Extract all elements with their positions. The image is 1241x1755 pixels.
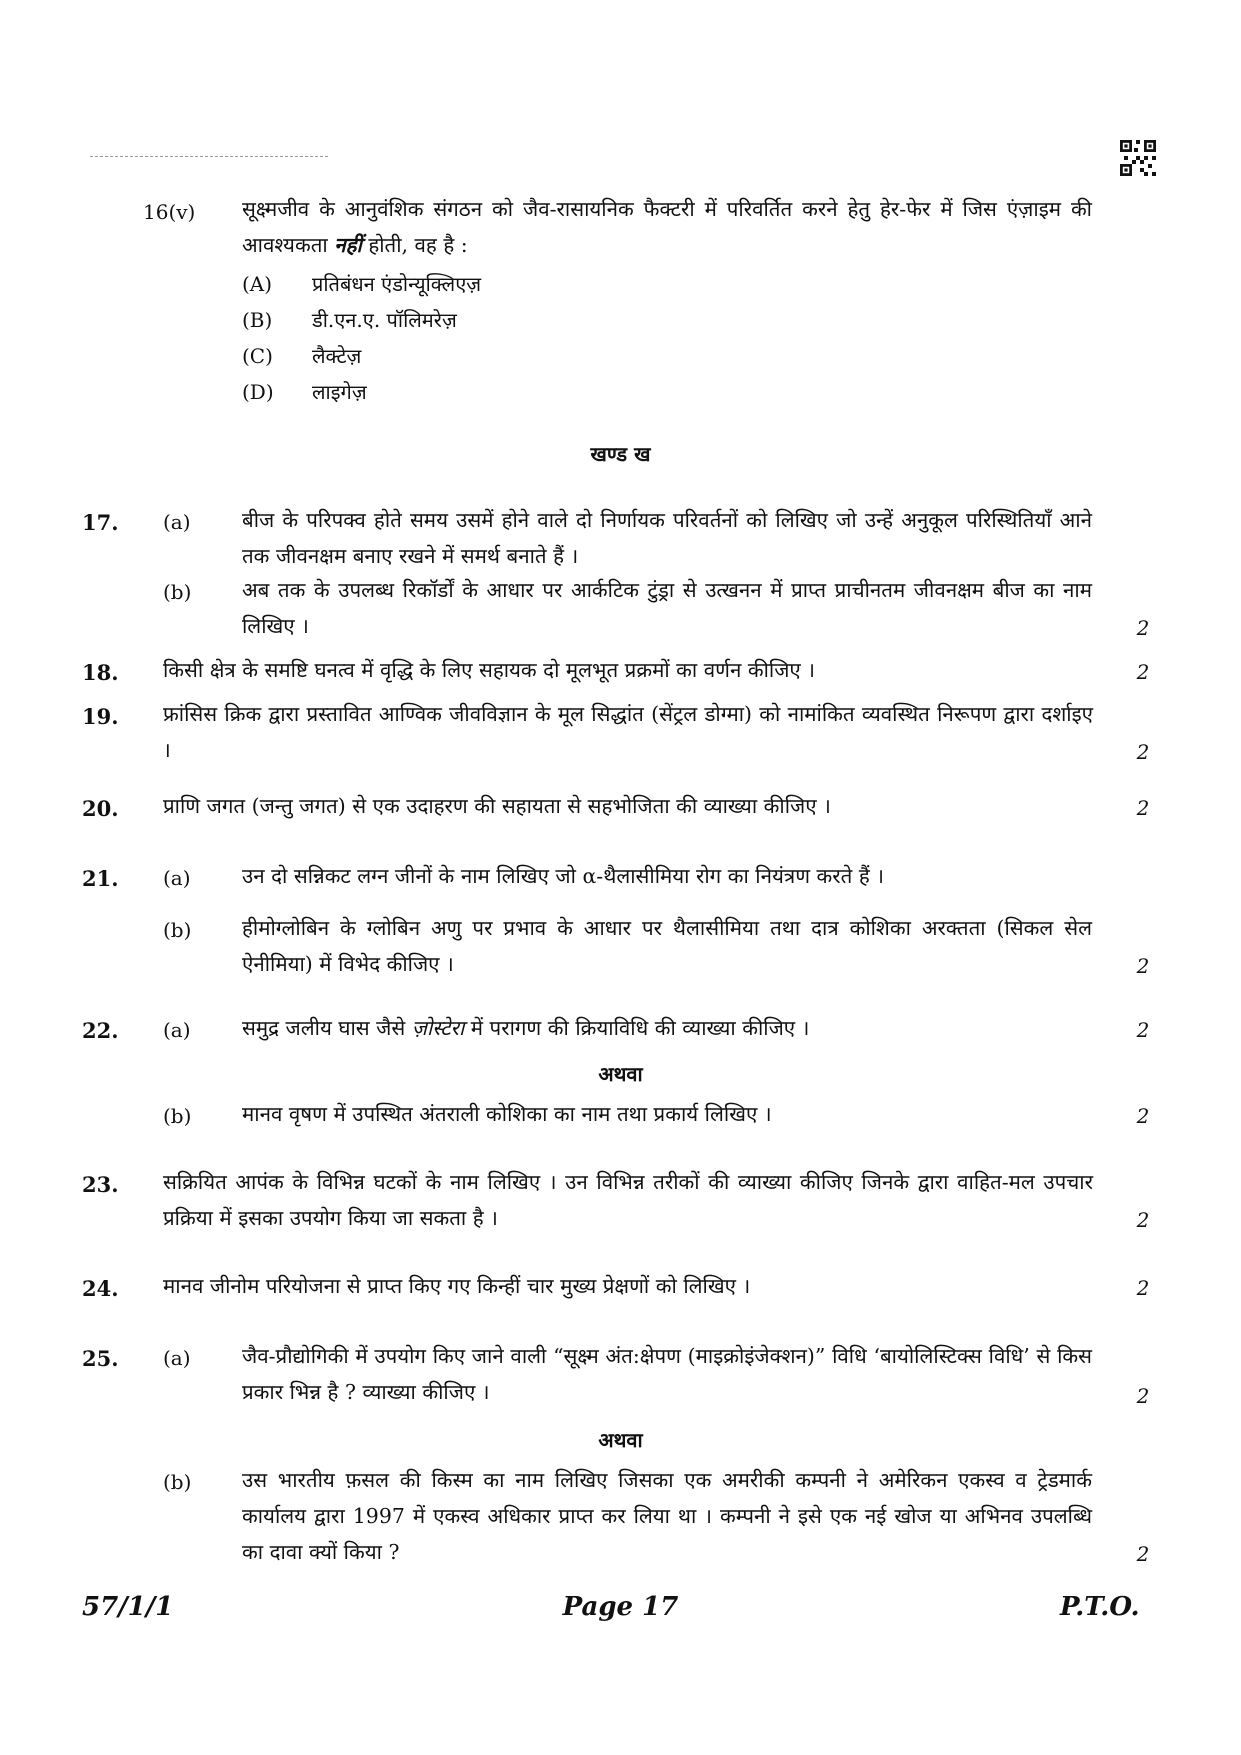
marks: 2 [1136,954,1150,978]
subpart-label: (a) [163,1346,191,1370]
question-text: मानव जीनोम परियोजना से प्राप्त किए गए किन्हीं चार मुख्य प्रेक्षणों को लिखिए । [163,1274,751,1298]
question-text: उस भारतीय फ़सल की किस्म का नाम लिखिए जिसका एक अमरीकी कम्पनी ने अमेरिकन एकस्व व ट्रेडमार्क कार्यालय द्वारा 1997 में एकस्व अधिकार प्राप्त कर लिया था । कम्पनी ने इसे एक नई खोज या अभिनव उपलब्धि का दावा क्यों किया ? [242,1468,1092,1564]
question-number: 22. [82,1018,119,1043]
question-number: 19. [82,704,119,729]
option-a: (A) प्रतिबंधन एंडोन्यूक्लिएज़ [242,272,482,296]
question-number: 23. [82,1172,119,1197]
subpart-label: (a) [163,1018,191,1042]
paper-code: 57/1/1 [82,1592,174,1622]
question-text: हीमोग्लोबिन के ग्लोबिन अणु पर प्रभाव के आधार पर थैलासीमिया तथा दात्र कोशिका अरक्तता (सिकल सेल ऐनीमिया) में विभेद कीजिए । [242,916,1092,976]
marks: 2 [1136,660,1150,684]
question-text: बीज के परिपक्व होते समय उसमें होने वाले दो निर्णायक परिवर्तनों को लिखिए जो उन्हें अनुकूल परिस्थितियाँ आने तक जीवनक्षम बनाए रखने में समर्थ बनाते हैं । [242,508,1092,568]
subpart-label: (b) [163,1104,192,1128]
question-text: सूक्ष्मजीव के आनुवंशिक संगठन को जैव-रासायनिक फैक्टरी में परिवर्तित करने हेतु हेर-फेर में जिस एंज़ाइम की आवश्यकता नहीं होती, वह है : [242,197,1092,257]
question-text: फ्रांसिस क्रिक द्वारा प्रस्तावित आण्विक जीवविज्ञान के मूल सिद्धांत (सेंट्रल डोग्मा) को नामांकित व्यवस्थित निरूपण द्वारा दर्शाइए । [163,702,1093,762]
marks: 2 [1136,796,1150,820]
marks: 2 [1136,1208,1150,1232]
question-number: 20. [82,796,119,821]
qr-code-icon [1120,140,1156,176]
question-text: समुद्र जलीय घास जैसे ज़ोस्टेरा में परागण की क्रियाविधि की व्याख्या कीजिए । [242,1016,810,1040]
marks: 2 [1136,740,1150,764]
subpart-label: (b) [163,580,192,604]
section-heading: खण्ड ख [590,442,651,466]
question-number: 17. [82,510,119,535]
question-text: किसी क्षेत्र के समष्टि घनत्व में वृद्धि के लिए सहायक दो मूलभूत प्रक्रमों का वर्णन कीजिए । [163,658,816,682]
marks: 2 [1136,1018,1150,1042]
question-number: 24. [82,1276,119,1301]
question-text: उन दो सन्निकट लग्न जीनों के नाम लिखिए जो α-थैलासीमिया रोग का नियंत्रण करते हैं । [242,864,885,888]
subpart-label: (a) [163,866,191,890]
question-number: 25. [82,1346,119,1371]
subpart-label: (b) [163,918,192,942]
or-separator: अथवा [598,1062,643,1086]
question-text: प्राणि जगत (जन्तु जगत) से एक उदाहरण की सहायता से सहभोजिता की व्याख्या कीजिए । [163,794,831,818]
marks: 2 [1136,1276,1150,1300]
marks: 2 [1136,616,1150,640]
question-text: जैव-प्रौद्योगिकी में उपयोग किए जाने वाली “सूक्ष्म अंत:क्षेपण (माइक्रोइंजेक्शन)” विधि ‘बायोलिस्टिक्स विधि’ से किस प्रकार भिन्न है ? व्याख्या कीजिए । [242,1344,1092,1404]
pto-label: P.T.O. [1060,1592,1140,1622]
question-number: 18. [82,660,119,685]
question-text: अब तक के उपलब्ध रिकॉर्डों के आधार पर आर्कटिक टुंड्रा से उत्खनन में प्राप्त प्राचीनतम जीवनक्षम बीज का नाम लिखिए । [242,578,1092,638]
marks: 2 [1136,1384,1150,1408]
question-number: 21. [82,866,119,891]
option-b: (B) डी.एन.ए. पॉलिमरेज़ [242,308,457,332]
question-text: मानव वृषण में उपस्थित अंतराली कोशिका का नाम तथा प्रकार्य लिखिए । [242,1102,772,1126]
marks: 2 [1136,1104,1150,1128]
subpart-label: (a) [163,510,191,534]
option-c: (C) लैक्टेज़ [242,344,362,368]
page-number: Page 17 [562,1592,679,1622]
or-separator: अथवा [598,1428,643,1452]
top-rule [90,156,328,157]
option-d: (D) लाइगेज़ [242,380,367,404]
subpart-label: (b) [163,1470,192,1494]
question-text: सक्रियित आपंक के विभिन्न घटकों के नाम लिखिए । उन विभिन्न तरीकों की व्याख्या कीजिए जिनके द्वारा वाहित-मल उपचार प्रक्रिया में इसका उपयोग किया जा सकता है । [163,1170,1093,1230]
marks: 2 [1136,1542,1150,1566]
question-number: 16(v) [143,200,196,224]
